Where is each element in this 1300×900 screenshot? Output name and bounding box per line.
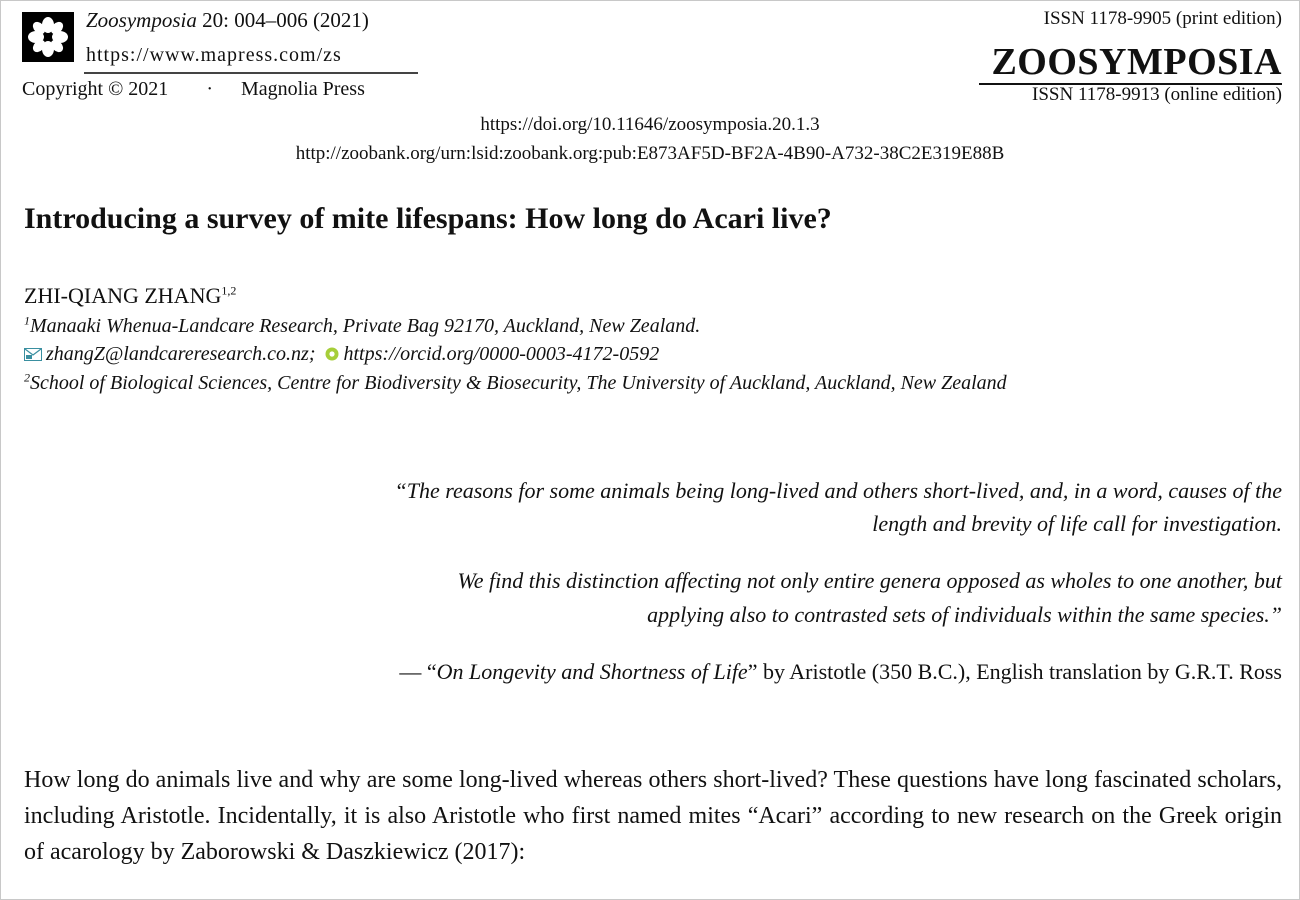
copyright-text: Copyright © 2021 (22, 78, 169, 100)
attribution-work: On Longevity and Shortness of Life (436, 659, 748, 684)
flower-logo-icon (22, 12, 74, 62)
journal-brand: ZOOSYMPOSIA (991, 41, 1282, 83)
zoobank-link[interactable]: http://zoobank.org/urn:lsid:zoobank.org:pub:E873AF5D-BF2A-4B90-A732-38C2E319E88B (295, 143, 1005, 164)
author-superscript: 1,2 (221, 283, 237, 298)
epigraph-line-3: We find this distinction affecting not only entire genera opposed as wholes to one another, but (457, 568, 1282, 593)
epigraph-line-2: length and brevity of life call for investigation. (872, 511, 1282, 536)
article-title: Introducing a survey of mite lifespans: How long do Acari live? (24, 202, 832, 235)
affiliation-1-marker: 1 (24, 313, 30, 328)
contact-line (24, 343, 659, 366)
journal-issue: 20: 004–006 (2021) (202, 8, 369, 32)
epigraph-line-1: “The reasons for some animals being long-lived and others short-lived, and, in a word, causes of the (394, 478, 1282, 503)
epigraph-line-4: applying also to contrasted sets of individuals within the same species.” (647, 602, 1282, 627)
author-line (24, 283, 236, 309)
attribution-rest: ” by Aristotle (350 B.C.), English translation by G.R.T. Ross (747, 659, 1282, 684)
header-rule-left (84, 72, 418, 74)
affiliation-1 (24, 315, 700, 338)
body-paragraph: How long do animals live and why are some long-lived whereas others short-lived? These questions have long fascinated scholars, including Aristotle. Incidentally, it is also Aristotle who first named mites “Acari” according to new research on the Greek origin of acarology by Zaborowski & Daszkiewicz (2017): (24, 767, 1282, 865)
affiliation-2-marker: 2 (24, 370, 30, 385)
separator-dot: · (206, 78, 213, 100)
publisher-name: Magnolia Press (240, 78, 365, 100)
journal-url-link[interactable]: https://www.mapress.com/zs (86, 44, 342, 66)
copyright-line (22, 78, 365, 101)
affiliation-1-text: Manaaki Whenua-Landcare Research, Private Bag 92170, Auckland, New Zealand. (30, 315, 701, 337)
issn-print: ISSN 1178-9905 (print edition) (1043, 8, 1282, 29)
email-link[interactable]: zhangZ@landcareresearch.co.nz; (46, 343, 316, 365)
issn-online: ISSN 1178-9913 (online edition) (1032, 84, 1282, 105)
journal-name: Zoosymposia (86, 8, 197, 32)
author-name: ZHI-QIANG ZHANG (24, 283, 222, 308)
email-icon (24, 344, 42, 357)
orcid-icon (325, 344, 339, 358)
doi-link[interactable]: https://doi.org/10.11646/zoosymposia.20.1.3 (480, 114, 820, 135)
affiliation-2 (24, 372, 1007, 395)
epigraph-attribution (399, 659, 1282, 685)
affiliation-2-text: School of Biological Sciences, Centre for Biodiversity & Biosecurity, The University of Auckland, Auckland, New Zealand (30, 372, 1007, 394)
orcid-link[interactable]: https://orcid.org/0000-0003-4172-0592 (343, 343, 660, 365)
attribution-prefix: — “ (399, 659, 437, 684)
journal-citation (86, 8, 369, 33)
